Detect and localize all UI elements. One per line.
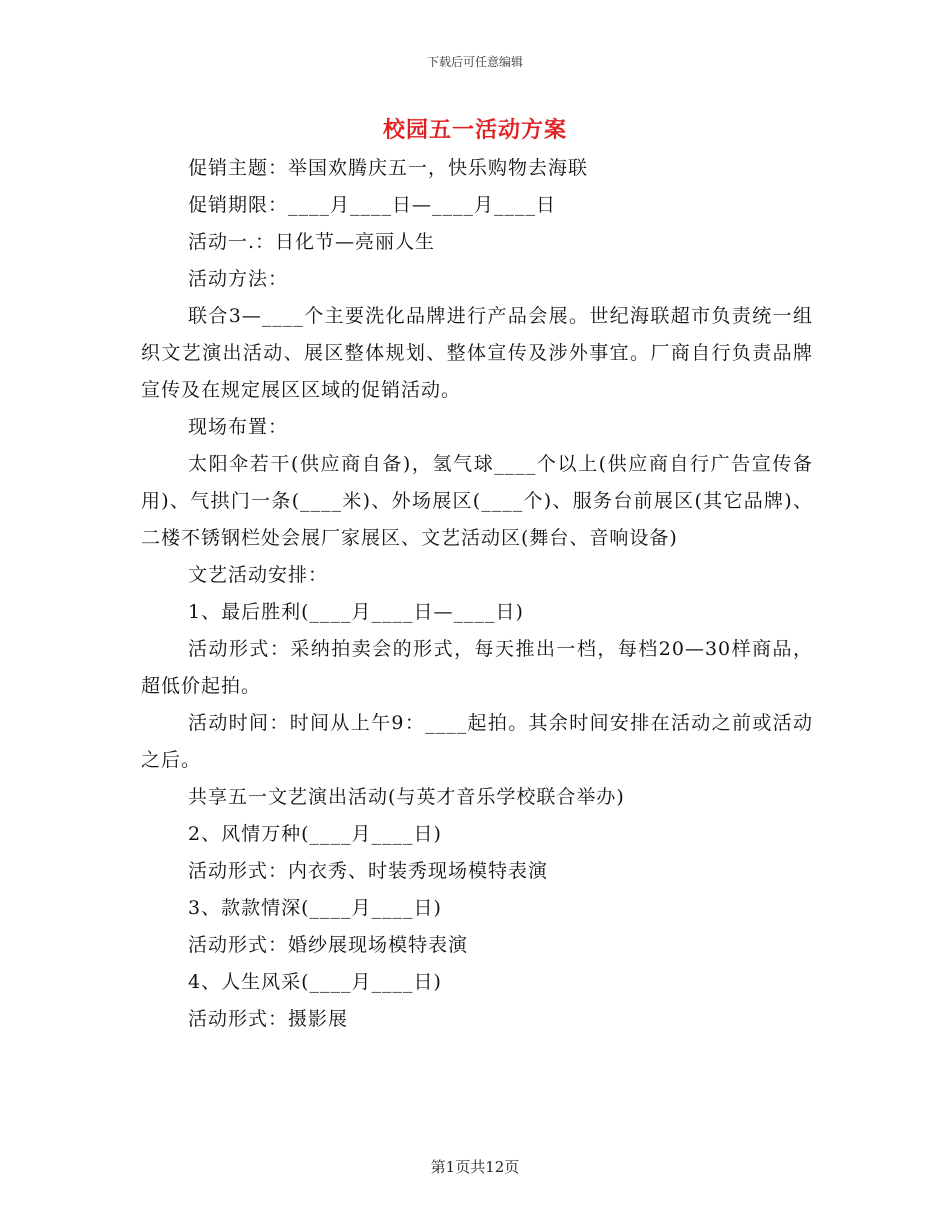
paragraph-item-2-format: 活动形式：内衣秀、时装秀现场模特表演 <box>188 860 549 882</box>
paragraph-item-2: 2、风情万种(____月____日) <box>188 823 442 845</box>
paragraph-activity-method-heading: 活动方法： <box>188 268 289 290</box>
paragraph-activity-method: 联合3—____个主要洗化品牌进行产品会展。世纪海联超市负责统一组织文艺演出活动、展区整体规划、整体宣传及涉外事宜。厂商自行负责品牌宣传及在规定展区区域的促销活动。 <box>141 305 813 401</box>
header-note: 下载后可任意编辑 <box>426 55 523 69</box>
paragraph-shared-performance: 共享五一文艺演出活动(与英才音乐学校联合举办) <box>188 786 625 808</box>
paragraph-site-layout-heading: 现场布置： <box>188 416 289 438</box>
document-title: 校园五一活动方案 <box>382 117 567 143</box>
paragraph-promo-period: 促销期限：____月____日—____月____日 <box>188 194 557 216</box>
paragraph-item-4-format: 活动形式：摄影展 <box>188 1008 349 1030</box>
paragraph-item-1-format: 活动形式：采纳拍卖会的形式，每天推出一档，每档20—30样商品，超低价起拍。 <box>141 638 813 697</box>
paragraph-activity-one: 活动一.：日化节—亮丽人生 <box>188 231 436 253</box>
paragraph-site-layout: 太阳伞若干(供应商自备)，氢气球____个以上(供应商自行广告宣传备用)、气拱门一条(____米)、外场展区(____个)、服务台前展区(其它品牌)、二楼不锈钢栏处会展厂家展区、文艺活动区(舞台、音响设备) <box>141 453 813 549</box>
paragraph-promo-theme: 促销主题：举国欢腾庆五一，快乐购物去海联 <box>188 157 589 179</box>
document-body <box>141 150 813 1038</box>
paragraph-item-1-time: 活动时间：时间从上午9：____起拍。其余时间安排在活动之前或活动之后。 <box>141 712 813 771</box>
paragraph-item-3: 3、款款情深(____月____日) <box>188 897 442 919</box>
paragraph-item-4: 4、人生风采(____月____日) <box>188 971 442 993</box>
page-number: 第1页共12页 <box>430 1158 520 1176</box>
paragraph-item-1: 1、最后胜利(____月____日—____日) <box>188 601 524 623</box>
paragraph-arts-schedule-heading: 文艺活动安排： <box>188 564 329 586</box>
paragraph-item-3-format: 活动形式：婚纱展现场模特表演 <box>188 934 469 956</box>
